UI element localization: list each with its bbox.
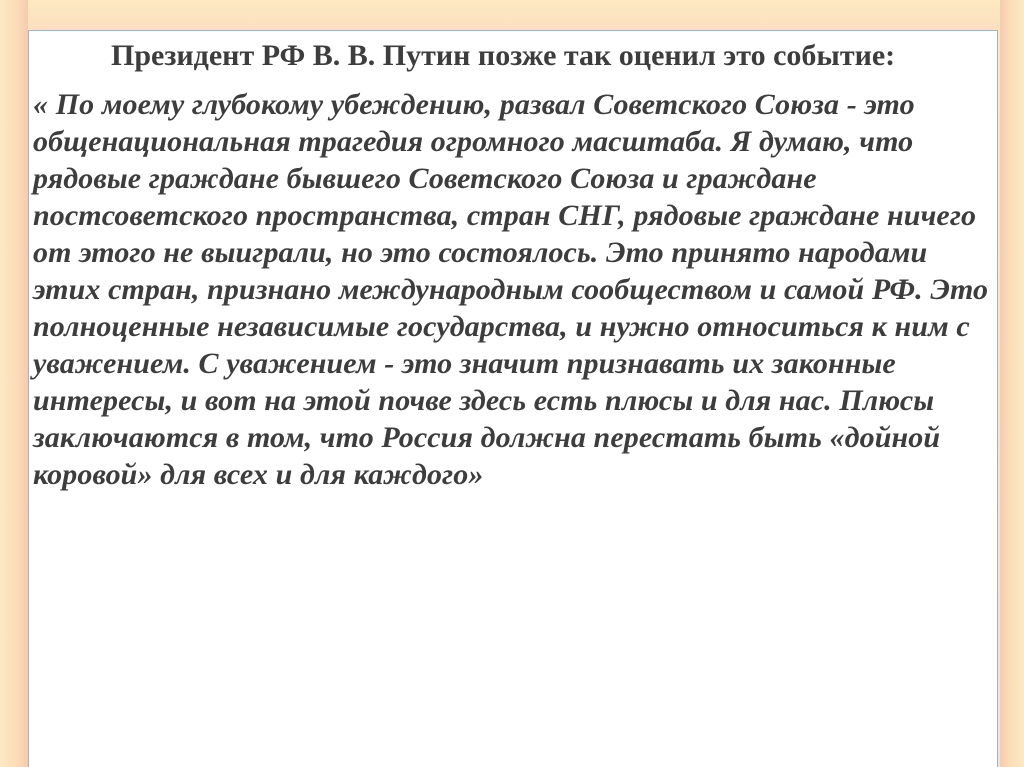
slide-text-block [33,37,993,493]
quote-paragraph: « По моему глубокому убеждению, развал Советского Союза - это общенациональная трагедия огромного масштаба. Я думаю, что рядовые граждане бывшего Советского Союза и граждане постсоветского пространства, стран СНГ, рядовые граждане ничего от этого не выиграли, но это состоялось. Это принято народами этих стран, признано международным сообществом и самой РФ. Это полноценные независимые государства, и нужно относиться к ним с уважением. С уважением - это значит признавать их законные интересы, и вот на этой почве здесь есть плюсы и для нас. Плюсы заключаются в том, что Россия должна перестать быть «дойной коровой» для всех и для каждого» [33,88,989,491]
background-frame-top [0,0,1024,30]
background-frame-right [1000,0,1024,767]
intro-paragraph: Президент РФ В. В. Путин позже так оценил это событие: [111,39,896,72]
background-frame-left [0,0,28,767]
slide-content-area [28,30,998,767]
